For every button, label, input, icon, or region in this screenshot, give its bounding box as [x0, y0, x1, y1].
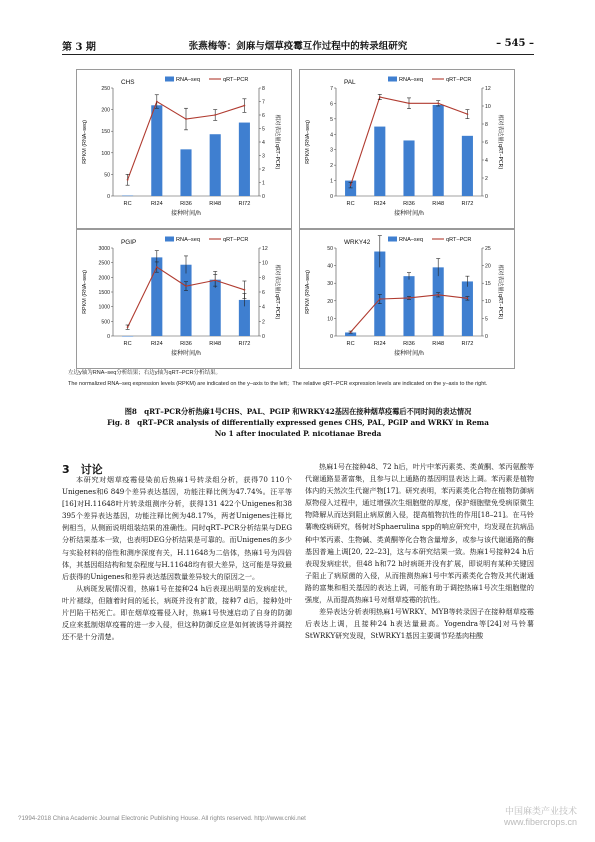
- x-tick-label: RI24: [373, 201, 386, 207]
- chart-title: CHS: [121, 79, 135, 86]
- issue-label: 第 3 期: [62, 42, 96, 53]
- x-tick-label: RI72: [238, 201, 251, 207]
- y-tick-label-right: 0: [485, 334, 488, 340]
- line-point: [185, 118, 187, 120]
- legend-swatch-bar: [388, 77, 397, 82]
- bar: [462, 281, 473, 336]
- y-axis-label-left: RPKM (RNA–seq): [305, 120, 311, 164]
- x-tick-label: RC: [123, 201, 132, 207]
- line-point: [408, 297, 410, 299]
- y-tick-label-left: 1000: [98, 304, 110, 311]
- x-tick-label: RI72: [461, 201, 474, 207]
- y-tick-label-left: 50: [104, 172, 110, 179]
- line-point: [244, 105, 246, 107]
- y-tick-label-left: 0: [107, 334, 110, 340]
- y-tick-label-left: 3: [330, 147, 333, 154]
- legend-label-rnaseq: RNA–seq: [399, 77, 423, 83]
- y-tick-label-right: 2: [485, 176, 488, 182]
- x-tick-label: RI24: [150, 201, 163, 207]
- line-point: [350, 331, 352, 333]
- y-axis-label-right: 相对表达量(qRT–PCR): [274, 114, 280, 170]
- y-tick-label-left: 2: [330, 163, 333, 170]
- y-tick-label-left: 150: [101, 129, 110, 136]
- bar: [239, 123, 250, 196]
- x-tick-label: RC: [123, 341, 132, 347]
- y-tick-label-left: 100: [101, 150, 110, 157]
- running-title: 张燕梅等：剑麻与烟草疫霉互作过程中的转录组研究: [188, 41, 408, 52]
- legend-label-rnaseq: RNA–seq: [176, 237, 200, 243]
- y-tick-label-right: 1: [262, 180, 265, 187]
- y-axis-label-right: 相对表达量(qRT–PCR): [274, 264, 280, 320]
- line-point: [127, 179, 129, 181]
- figure-note-cn: 左边y轴为RNA–seq分析结果；右边y轴为qRT–PCR分析结果。: [68, 370, 222, 376]
- line-point: [244, 289, 246, 291]
- watermark-line: 中国麻类产业技术: [504, 806, 577, 816]
- caption-en-line1: Fig. 8 qRT–PCR analysis of differentially expressed genes CHS, PAL, PGIP and WRKY in Rema: [107, 418, 489, 427]
- y-axis-label-left: RPKM (RNA–seq): [305, 270, 311, 314]
- paragraph: 从病斑发展情况看，热麻1号在接种24 h后表现出明显的发病症状，叶片褪绿，但随着时间的延长，病斑并没有扩散，接种7 d后，接种处叶片凹陷干枯死亡。即在烟草疫霉侵入时，热麻1号快速启动了自身的防御反应来抵制烟草疫霉的进一步入侵，但这种防御反应是如何被诱导并调控还不是十分清楚。: [62, 583, 292, 642]
- y-tick-label-right: 6: [262, 113, 265, 119]
- y-tick-label-right: 10: [485, 298, 491, 305]
- y-tick-label-right: 12: [485, 86, 491, 92]
- y-tick-label-right: 6: [485, 140, 488, 146]
- x-axis-label: 接种时间/h: [394, 210, 424, 217]
- y-tick-label-left: 7: [330, 86, 333, 92]
- chart-wrky42: [300, 230, 514, 368]
- bar: [180, 265, 191, 336]
- y-tick-label-right: 8: [485, 122, 488, 128]
- line-point: [350, 184, 352, 186]
- y-tick-label-right: 15: [485, 281, 491, 288]
- x-tick-label: RI48: [432, 201, 445, 207]
- bar: [462, 136, 473, 196]
- y-tick-label-left: 500: [101, 319, 110, 326]
- copyright-footer: ?1994-2018 China Academic Journal Electronic Publishing House. All rights reserved. http://www.cnki.net: [18, 815, 306, 822]
- chart-pgip: [77, 230, 291, 368]
- legend-label-rnaseq: RNA–seq: [399, 237, 423, 243]
- legend-label-qrtpcr: qRT–PCR: [223, 77, 249, 83]
- y-tick-label-right: 6: [262, 290, 265, 296]
- bar: [403, 140, 414, 196]
- y-tick-label-left: 30: [327, 281, 333, 288]
- x-tick-label: RC: [346, 201, 355, 207]
- chart-title: PAL: [344, 79, 356, 86]
- line-point: [379, 96, 381, 98]
- bar: [210, 280, 221, 336]
- line-point: [214, 279, 216, 281]
- x-tick-label: RI36: [180, 341, 192, 347]
- legend-swatch-bar: [388, 237, 397, 242]
- y-axis-label-right: 相对表达量(qRT–PCR): [497, 114, 503, 170]
- x-tick-label: RI36: [403, 201, 415, 207]
- x-tick-label: RI36: [180, 201, 192, 207]
- y-tick-label-left: 4: [330, 132, 333, 139]
- chart-chs: [77, 70, 291, 228]
- y-tick-label-right: 4: [262, 140, 265, 146]
- bar: [433, 267, 444, 336]
- line-point: [127, 326, 129, 328]
- line-point: [467, 297, 469, 299]
- chart-panel-pal: [299, 69, 515, 229]
- x-tick-label: RI72: [461, 341, 474, 347]
- line-point: [408, 102, 410, 104]
- line-point: [379, 298, 381, 300]
- y-axis-label-left: RPKM (RNA–seq): [82, 270, 88, 314]
- y-tick-label-left: 200: [101, 107, 110, 114]
- y-tick-label-right: 7: [262, 99, 265, 106]
- y-tick-label-right: 2: [262, 167, 265, 173]
- legend-label-qrtpcr: qRT–PCR: [446, 77, 472, 83]
- y-tick-label-right: 5: [485, 316, 488, 323]
- page-number: – 545 –: [496, 38, 534, 49]
- bar: [122, 336, 133, 337]
- paragraph: 热麻1号在接种48、72 h后，叶片中苯丙素类、类黄酮、苯丙氨酸等代谢通路显著富集，且参与以上通路的基因明显表达上调。苯丙素是植物体内的天然次生代谢产物[17]。研究表明，苯丙素类化合物在植物防御病原物侵入过程中，通过增强次生细胞壁的厚度，保护细胞壁免受病原微生物降解从而达到阻止病原菌入侵，提高植物抗性的作用[18–21]。在马铃薯晚疫病研究，杨树对Sphaerulina spp的响应研究中，均发现在抗病品种中苯丙素、生物碱、类黄酮等化合物含量增多，或参与该代谢通路的酶基因普遍上调[20, 22–23]，这与本研究结果一致。热麻1号接种24 h后表现发病症状，但48 h和72 h时病斑并没有扩展，即说明有某种关键因子阻止了病原菌的入侵，从而推测热麻1号中苯丙素类化合物及其代谢通路的富集和相关基因的表达上调，可能有助于调控热麻1号次生细胞壁的强度，从而提高热麻1号对烟草疫霉的抗性。: [305, 462, 534, 605]
- line-point: [437, 294, 439, 296]
- bar: [210, 134, 221, 196]
- y-tick-label-right: 10: [262, 260, 268, 267]
- x-tick-label: RI24: [373, 341, 386, 347]
- y-tick-label-left: 2000: [98, 275, 110, 282]
- watermark-line: www.fibercrops.cn: [503, 817, 577, 827]
- watermark: [504, 806, 577, 828]
- y-tick-label-right: 2: [262, 319, 265, 326]
- y-tick-label-left: 10: [327, 316, 333, 323]
- y-tick-label-left: 6: [330, 101, 333, 108]
- y-tick-label-right: 10: [485, 104, 491, 110]
- chart-pal: [300, 70, 514, 228]
- y-tick-label-right: 0: [262, 334, 265, 340]
- bar: [180, 149, 191, 196]
- paragraph: 差异表达分析表明热麻1号WRKY、MYB等转录因子在接种烟草疫霉后表达上调，且接种24 h表达量最高。Yogendra等[24]对马铃薯StWRKY研究发现，StWRKY1基因主要调节羟基肉桂酸: [305, 607, 534, 641]
- y-tick-label-left: 5: [330, 116, 333, 123]
- left-column: [62, 474, 292, 643]
- y-tick-label-right: 5: [262, 126, 265, 133]
- x-axis-label: 接种时间/h: [394, 350, 424, 357]
- caption-en-line2: No 1 after inoculated P. nicotianae Breda: [214, 429, 382, 438]
- figure-note-en: The normalized RNA–seq expression levels (RPKM) are indicated on the y–axis to the left；The relative qRT–PCR expression levels are indicated on the y–axis to the right.: [68, 381, 488, 387]
- x-tick-label: RI48: [432, 341, 445, 347]
- y-tick-label-right: 0: [262, 194, 265, 200]
- y-tick-label-right: 20: [485, 263, 491, 270]
- y-axis-label-right: 相对表达量(qRT–PCR): [497, 264, 503, 320]
- legend-swatch-bar: [165, 237, 174, 242]
- y-tick-label-right: 12: [262, 246, 268, 252]
- line-point: [437, 102, 439, 104]
- x-tick-label: RC: [346, 341, 355, 347]
- y-tick-label-left: 1: [330, 178, 333, 185]
- section-heading: 3 讨论: [62, 463, 103, 476]
- x-axis-label: 接种时间/h: [171, 350, 201, 357]
- y-tick-label-right: 4: [485, 158, 488, 164]
- bar: [151, 105, 162, 196]
- x-tick-label: RI72: [238, 341, 251, 347]
- y-tick-label-left: 0: [107, 194, 110, 200]
- legend-label-qrtpcr: qRT–PCR: [223, 237, 249, 243]
- right-column: [305, 461, 534, 642]
- y-tick-label-left: 3000: [98, 246, 110, 252]
- line-point: [185, 285, 187, 287]
- bar: [433, 105, 444, 196]
- y-tick-label-left: 0: [330, 194, 333, 200]
- y-tick-label-right: 0: [485, 194, 488, 200]
- x-tick-label: RI24: [150, 341, 163, 347]
- caption-cn: 图8 qRT–PCR分析热麻1号CHS、PAL、PGIP 和WRKY42基因在接种烟草疫霉后不同时间的表达情况: [124, 407, 472, 416]
- chart-panel-wrky42: [299, 229, 515, 369]
- bar: [403, 276, 414, 336]
- y-axis-label-left: RPKM (RNA–seq): [82, 120, 88, 164]
- legend-swatch-bar: [165, 77, 174, 82]
- x-axis-label: 接种时间/h: [171, 210, 201, 217]
- y-tick-label-left: 0: [330, 334, 333, 340]
- y-tick-label-left: 40: [327, 263, 333, 270]
- bar: [122, 196, 133, 197]
- y-tick-label-left: 50: [327, 246, 333, 252]
- line-point: [156, 101, 158, 103]
- x-tick-label: RI36: [403, 341, 415, 347]
- line-point: [467, 113, 469, 115]
- y-tick-label-left: 250: [101, 86, 110, 92]
- y-tick-label-right: 8: [262, 86, 265, 92]
- running-header: [62, 38, 534, 52]
- y-tick-label-right: 25: [485, 246, 491, 252]
- y-tick-label-right: 3: [262, 153, 265, 160]
- paragraph: 本研究对烟草疫霉侵染前后热麻1号转录组分析，获得70 110个Unigenes和6 849个差异表达基因，功能注释比例为47.74%。汪平等[16]对H.11648叶片转录组测序分析，获得131 422个Unigenes和38 395个差异表达基因，功能注释比例为48.17%，两者Unigenes注释比例相当，从侧面说明组装结果的准确性。同时qRT–PCR分析结果与DEG分析结果基本一致，也表明DEG分析结果是可靠的。而Unigenes的多少与实验材料的倍性和测序深度有关，H.11648为二倍体，热麻1号为四倍体，其基因组结构和复杂程度与H.11648均有很大差异，这可能是导致最后获得的Unigenes和差异表达基因数量差异较大的原因之一。: [62, 475, 292, 581]
- legend-label-qrtpcr: qRT–PCR: [446, 237, 472, 243]
- legend-label-rnaseq: RNA–seq: [176, 77, 200, 83]
- chart-title: PGIP: [121, 239, 137, 246]
- chart-panel-chs: [76, 69, 292, 229]
- y-tick-label-right: 4: [262, 304, 265, 311]
- y-tick-label-left: 20: [327, 298, 333, 305]
- x-tick-label: RI48: [209, 201, 222, 207]
- x-tick-label: RI48: [209, 341, 222, 347]
- header-rule: [62, 54, 534, 55]
- y-tick-label-left: 1500: [98, 290, 110, 296]
- chart-panel-pgip: [76, 229, 292, 369]
- y-tick-label-right: 8: [262, 275, 265, 282]
- line-point: [214, 114, 216, 116]
- chart-title: WRKY42: [344, 239, 371, 246]
- y-tick-label-left: 2500: [98, 260, 110, 267]
- bar: [374, 127, 385, 196]
- line-point: [156, 266, 158, 268]
